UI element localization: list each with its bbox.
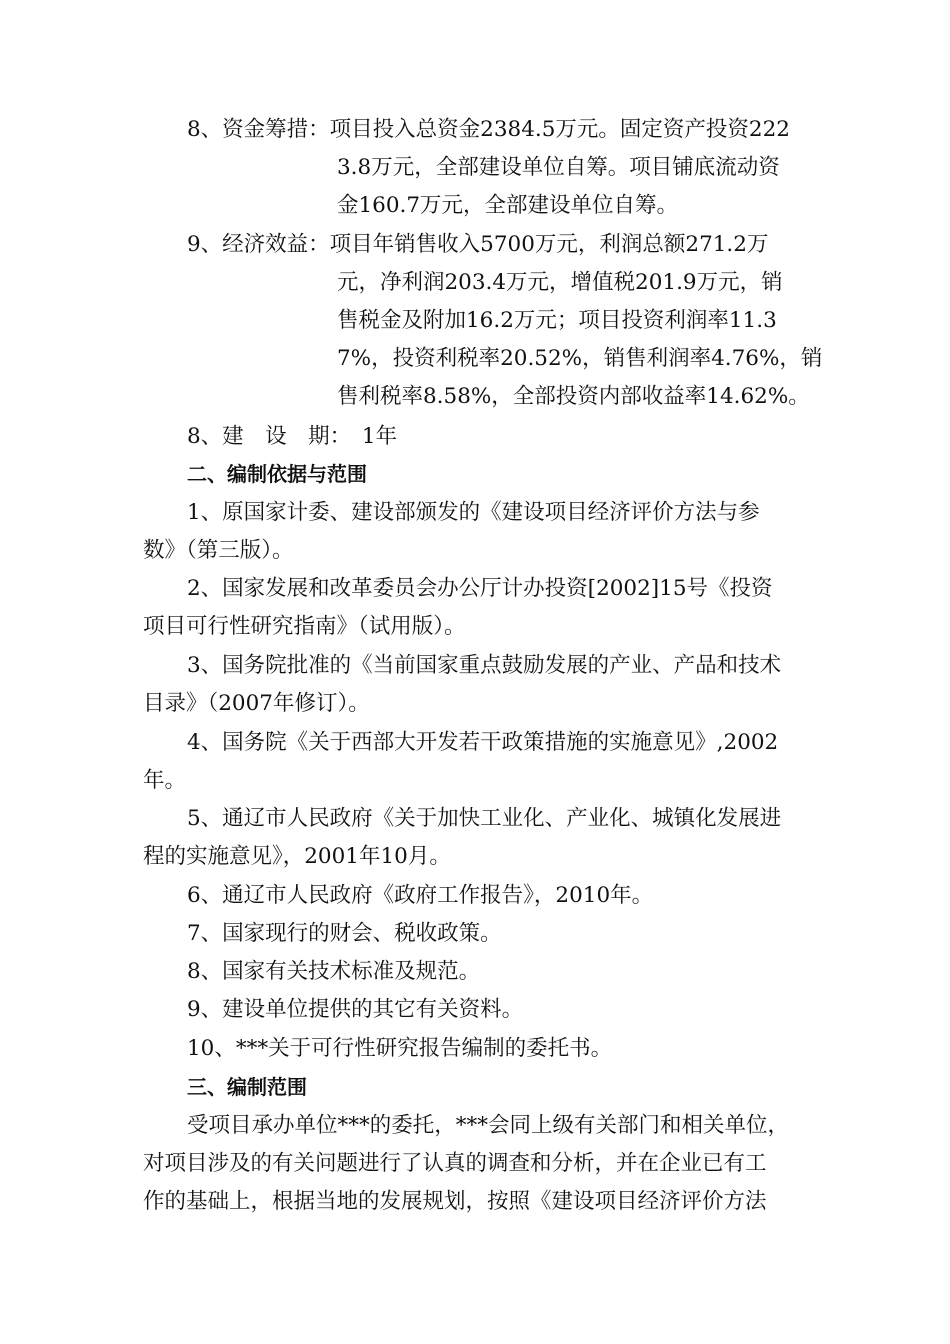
basis-line-3: 2、国家发展和改革委员会办公厅计办投资[2002]15号《投资 bbox=[187, 576, 773, 601]
basis-line-10: 程的实施意见》，2001年10月。 bbox=[143, 844, 451, 869]
funding-line-1: 8、资金筹措：项目投入总资金2384.5万元。固定资产投资222 bbox=[187, 117, 790, 142]
basis-line-8: 年。 bbox=[143, 768, 187, 793]
basis-line-12: 7、国家现行的财会、税收政策。 bbox=[187, 921, 502, 946]
basis-line-14: 9、建设单位提供的其它有关资料。 bbox=[187, 997, 524, 1022]
benefits-line-4: 7%，投资利税率20.52%，销售利润率4.76%，销 bbox=[337, 346, 823, 371]
basis-line-7: 4、国务院《关于西部大开发若干政策措施的实施意见》,2002 bbox=[187, 730, 779, 755]
basis-line-15: 10、***关于可行性研究报告编制的委托书。 bbox=[187, 1036, 613, 1061]
scope-line-1: 受项目承办单位***的委托，***会同上级有关部门和相关单位， bbox=[187, 1113, 790, 1138]
benefits-line-5: 售利税率8.58%，全部投资内部收益率14.62%。 bbox=[337, 384, 810, 409]
section-heading-basis: 二、编制依据与范围 bbox=[187, 462, 367, 486]
basis-line-11: 6、通辽市人民政府《政府工作报告》，2010年。 bbox=[187, 883, 654, 908]
basis-line-9: 5、通辽市人民政府《关于加快工业化、产业化、城镇化发展进 bbox=[187, 806, 782, 831]
funding-line-2: 3.8万元，全部建设单位自筹。项目铺底流动资 bbox=[337, 155, 780, 180]
basis-line-2: 数》（第三版）。 bbox=[143, 538, 294, 563]
scope-line-2: 对项目涉及的有关问题进行了认真的调查和分析，并在企业已有工 bbox=[143, 1151, 767, 1176]
basis-line-1: 1、原国家计委、建设部颁发的《建设项目经济评价方法与参 bbox=[187, 500, 760, 525]
basis-line-13: 8、国家有关技术标准及规范。 bbox=[187, 959, 481, 984]
basis-line-4: 项目可行性研究指南》（试用版）。 bbox=[143, 614, 466, 639]
benefits-line-3: 售税金及附加16.2万元；项目投资利润率11.3 bbox=[337, 308, 777, 333]
construction-period: 8、建 设 期： 1年 bbox=[187, 424, 398, 449]
benefits-line-1: 9、经济效益：项目年销售收入5700万元，利润总额271.2万 bbox=[187, 232, 769, 257]
basis-line-6: 目录》（2007年修订）。 bbox=[143, 691, 370, 716]
benefits-line-2: 元，净利润203.4万元，增值税201.9万元，销 bbox=[337, 270, 783, 295]
scope-line-3: 作的基础上，根据当地的发展规划，按照《建设项目经济评价方法 bbox=[143, 1189, 767, 1214]
section-heading-scope: 三、编制范围 bbox=[187, 1075, 307, 1099]
basis-line-5: 3、国务院批准的《当前国家重点鼓励发展的产业、产品和技术 bbox=[187, 653, 782, 678]
funding-line-3: 金160.7万元，全部建设单位自筹。 bbox=[337, 193, 679, 218]
